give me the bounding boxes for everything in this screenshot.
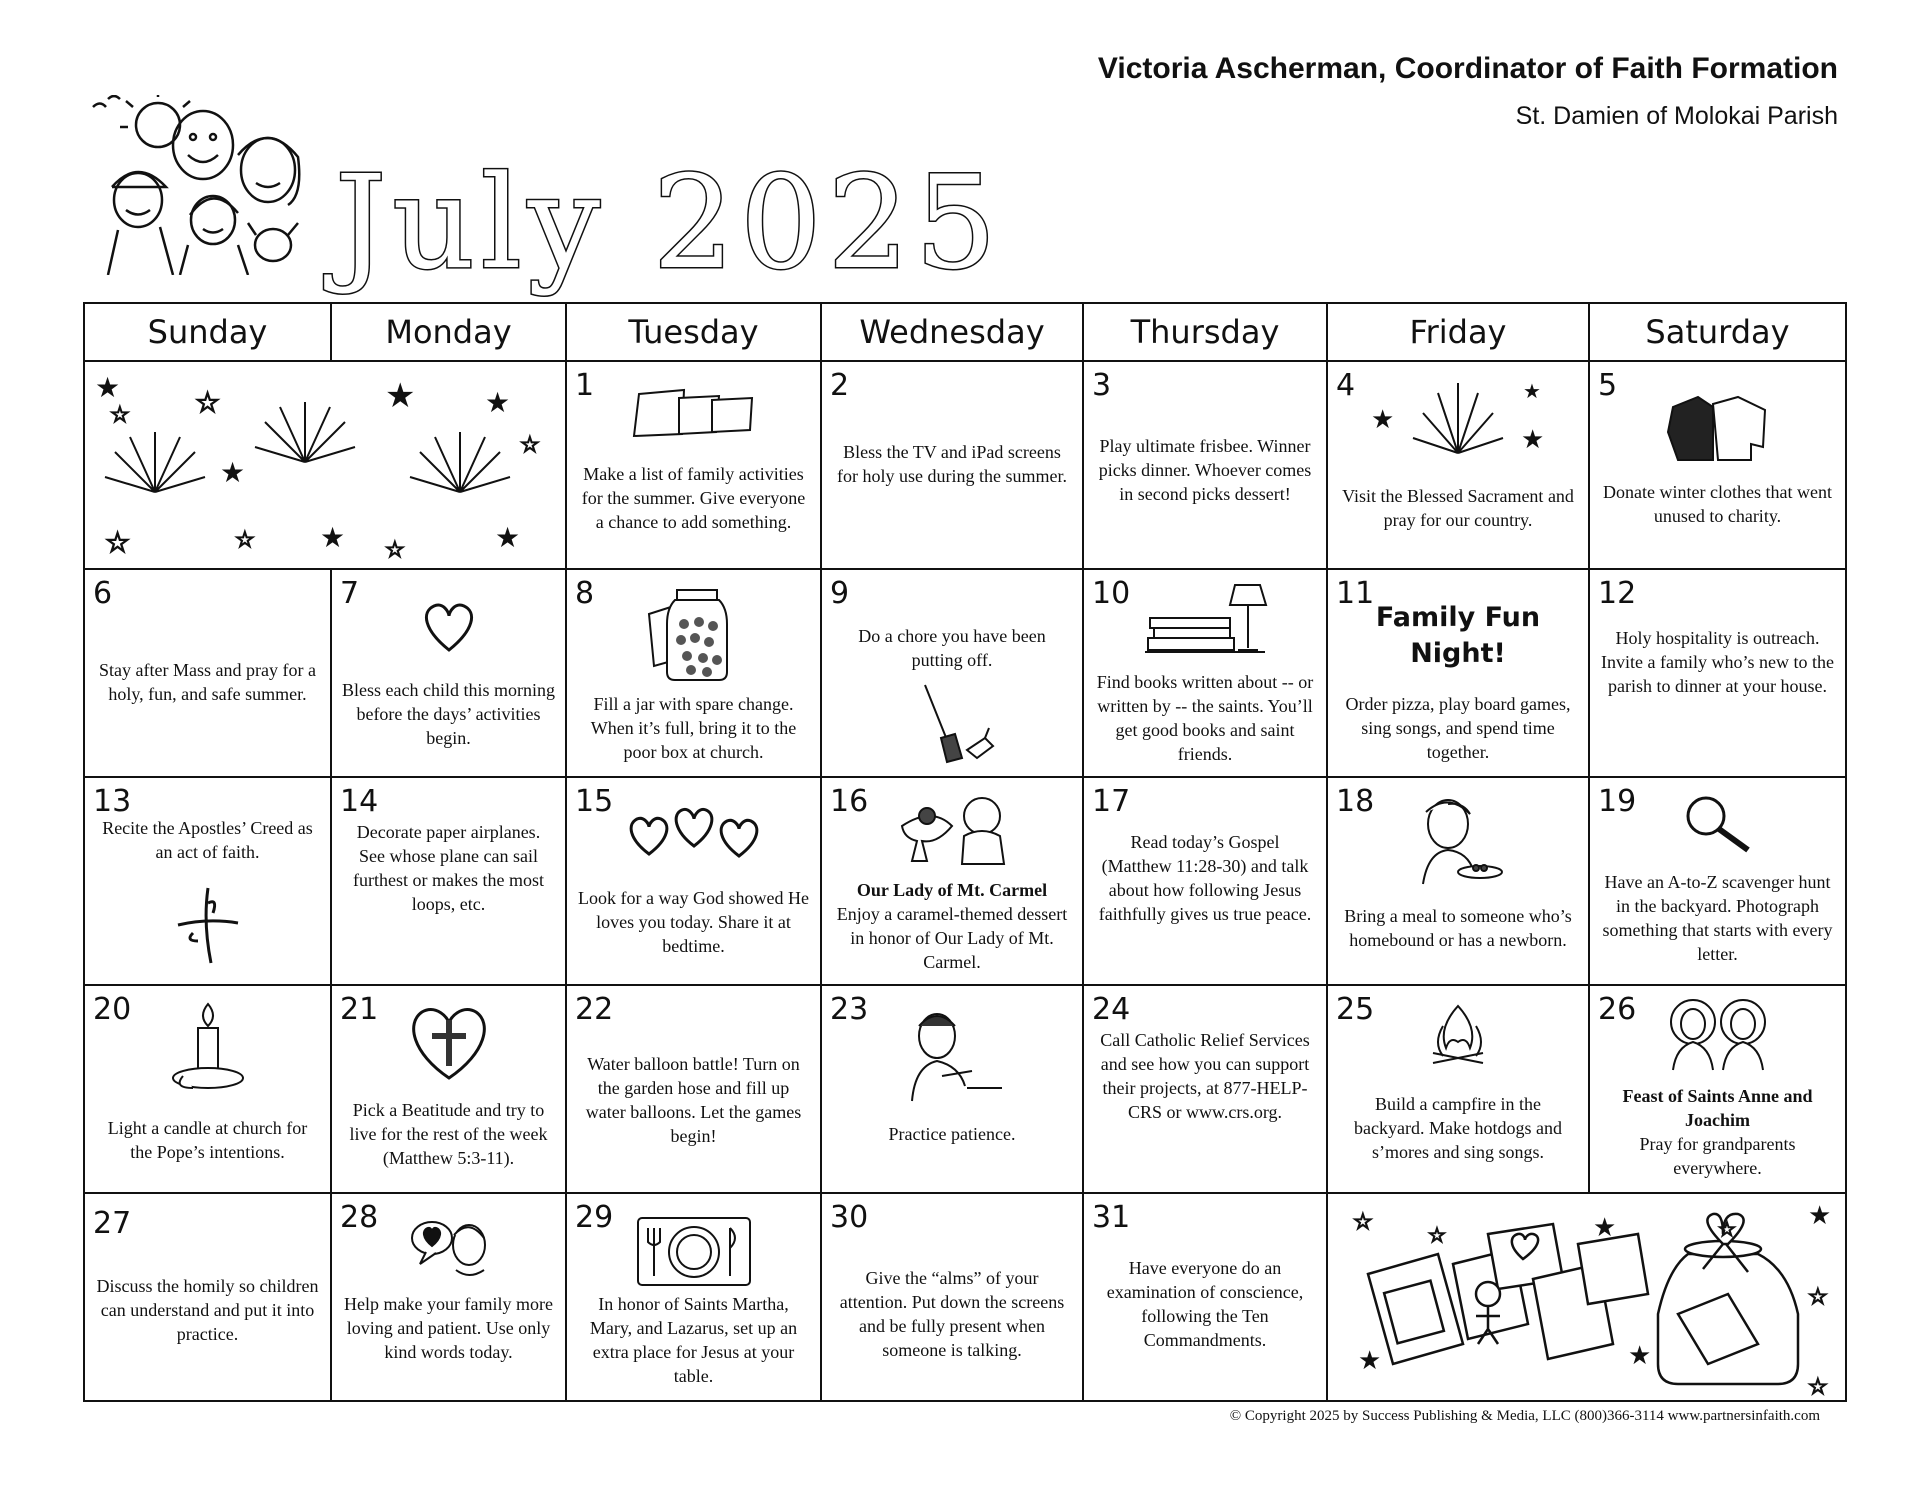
- clothes-icon: [1663, 392, 1773, 462]
- day-number: 22: [575, 992, 614, 1027]
- day-cell: [331, 777, 566, 985]
- day-number: 5: [1598, 368, 1618, 403]
- weekday-tuesday: Tuesday: [566, 303, 821, 361]
- weekday-friday: Friday: [1327, 303, 1589, 361]
- day-cell: [1327, 777, 1589, 985]
- copyright-notice: © Copyright 2025 by Success Publishing & Media, LLC (800)366-3114 www.partnersinfaith.com: [1229, 1408, 1820, 1424]
- day-number: 3: [1092, 368, 1112, 403]
- day-number: 2: [830, 368, 850, 403]
- coin-jar-icon: [639, 584, 749, 684]
- day-text: Enjoy a caramel-themed dessert in honor of Our Lady of Mt. Carmel.: [836, 904, 1068, 972]
- day-cell: [331, 985, 566, 1193]
- svg-text:☆: ☆: [1808, 1375, 1828, 1400]
- day-number: 15: [575, 784, 614, 819]
- day-cell: [566, 569, 821, 777]
- day-cell: [1589, 569, 1846, 777]
- day-text: Practice patience.: [888, 1124, 1016, 1144]
- svg-text:★: ★: [95, 371, 121, 404]
- heart-icon: [419, 600, 479, 655]
- day-text-block: [832, 878, 1072, 974]
- day-cell: [1327, 569, 1589, 777]
- day-text: Decorate paper airplanes. See whose plane can sail furthest or makes the most loops, etc.: [353, 822, 544, 914]
- day-cell: [1083, 985, 1327, 1193]
- fireworks-decoration-cell: [84, 361, 566, 569]
- svg-text:☆: ☆: [235, 528, 255, 553]
- day-cell: [1589, 985, 1846, 1193]
- feast-heading: Feast of Saints Anne and Joachim: [1622, 1086, 1813, 1130]
- svg-text:☆: ☆: [110, 403, 130, 428]
- svg-text:★: ★: [220, 456, 246, 489]
- svg-text:☆: ☆: [1353, 1210, 1373, 1235]
- meal-icon: [1408, 792, 1508, 887]
- day-number: 9: [830, 576, 850, 611]
- svg-text:☆: ☆: [105, 526, 131, 559]
- day-number: 18: [1336, 784, 1375, 819]
- day-number: 23: [830, 992, 869, 1027]
- weekday-header-row: [84, 303, 1846, 361]
- day-number: 19: [1598, 784, 1637, 819]
- day-text: Read today’s Gospel (Matthew 11:28-30) and talk about how following Jesus faithfully gives us true peace.: [1098, 832, 1312, 924]
- day-cell: [821, 361, 1083, 569]
- svg-text:★: ★: [1371, 405, 1395, 435]
- svg-text:☆: ☆: [195, 386, 221, 419]
- svg-text:☆: ☆: [385, 538, 405, 563]
- paper-notes-icon: [624, 384, 764, 444]
- day-text: Discuss the homily so children can understand and put it into practice.: [96, 1276, 319, 1344]
- day-number: 27: [93, 1206, 132, 1241]
- day-cell: [331, 569, 566, 777]
- day-number: 17: [1092, 784, 1131, 819]
- header: [1098, 52, 1838, 131]
- day-number: 6: [93, 576, 113, 611]
- day-text: Bring a meal to someone who’s homebound or has a newborn.: [1344, 906, 1572, 950]
- broom-icon: [907, 680, 997, 765]
- day-number: 30: [830, 1200, 869, 1235]
- svg-text:☆: ☆: [520, 433, 540, 458]
- day-cell: [1589, 777, 1846, 985]
- day-number: 31: [1092, 1200, 1131, 1235]
- fireworks-icon: [1363, 368, 1553, 463]
- day-text: Fill a jar with spare change. When it’s full, bring it to the poor box at church.: [590, 694, 797, 762]
- day-cell: [821, 985, 1083, 1193]
- books-lamp-icon: [1140, 580, 1270, 660]
- svg-text:☆: ☆: [1718, 1217, 1736, 1241]
- day-text: Visit the Blessed Sacrament and pray for our country.: [1342, 486, 1574, 530]
- day-number: 11: [1336, 576, 1375, 611]
- day-cell: [84, 985, 331, 1193]
- svg-text:★: ★: [485, 386, 511, 419]
- coordinator-name: Victoria Ascherman, Coordinator of Faith Formation: [1097, 52, 1838, 85]
- day-text: Do a chore you have been putting off.: [858, 626, 1046, 670]
- day-text: Light a candle at church for the Pope’s intentions.: [107, 1118, 308, 1162]
- svg-text:★: ★: [385, 376, 416, 416]
- day-text: In honor of Saints Martha, Mary, and Lazarus, set up an extra place for Jesus at your table.: [589, 1294, 798, 1386]
- place-setting-icon: [634, 1214, 754, 1289]
- day-cell: [1083, 777, 1327, 985]
- day-text: Help make your family more loving and patient. Use only kind words today.: [344, 1294, 553, 1362]
- day-text: Water balloon battle! Turn on the garden hose and fill up water balloons. Let the games begin!: [585, 1054, 802, 1146]
- day-cell: [566, 1193, 821, 1401]
- day-number: 24: [1092, 992, 1131, 1027]
- day-text: Find books written about -- or written by -- the saints. You’ll get good books and saint friends.: [1096, 672, 1314, 764]
- day-cell: [821, 569, 1083, 777]
- day-text: Have an A-to-Z scavenger hunt in the backyard. Photograph something that starts with every letter.: [1602, 872, 1833, 964]
- weekday-thursday: Thursday: [1083, 303, 1327, 361]
- day-cell: [1327, 361, 1589, 569]
- feast-heading: Our Lady of Mt. Carmel: [856, 880, 1048, 900]
- day-cell: [331, 1193, 566, 1401]
- weekday-sunday: Sunday: [84, 303, 331, 361]
- svg-text:★: ★: [1521, 425, 1545, 455]
- day-cell: [84, 1193, 331, 1401]
- day-number: 26: [1598, 992, 1637, 1027]
- day-text: Stay after Mass and pray for a holy, fun, and safe summer.: [99, 660, 316, 704]
- dessert-icon: [892, 786, 1012, 866]
- day-text: Bless the TV and iPad screens for holy use during the summer.: [837, 442, 1067, 486]
- day-cell: [84, 569, 331, 777]
- day-cell: [1083, 569, 1327, 777]
- weekday-saturday: Saturday: [1589, 303, 1846, 361]
- svg-text:★: ★: [1628, 1341, 1652, 1371]
- day-text: Pick a Beatitude and try to live for the rest of the week (Matthew 5:3-11).: [349, 1100, 548, 1168]
- svg-text:☆: ☆: [1428, 1223, 1446, 1247]
- page-title: July 2025: [335, 149, 1003, 298]
- day-cell: [1589, 361, 1846, 569]
- day-cell: [1083, 1193, 1327, 1401]
- family-illustration: [88, 95, 323, 275]
- hearts-icon: [624, 804, 764, 864]
- svg-text:★: ★: [320, 521, 346, 554]
- day-cell: [821, 1193, 1083, 1401]
- waiting-man-icon: [897, 1006, 1007, 1106]
- fireworks-stars-icon: [85, 362, 565, 568]
- day-cell: [1327, 985, 1589, 1193]
- svg-text:★: ★: [1808, 1201, 1832, 1231]
- day-number: 20: [93, 992, 132, 1027]
- day-text: Bless each child this morning before the days’ activities begin.: [342, 680, 555, 748]
- calendar-grid: [83, 302, 1847, 1402]
- cross-icon: [173, 883, 243, 968]
- day-number: 25: [1336, 992, 1375, 1027]
- day-cell: [566, 985, 821, 1193]
- day-number: 16: [830, 784, 869, 819]
- day-text: Build a campfire in the backyard. Make hotdogs and s’mores and sing songs.: [1354, 1094, 1562, 1162]
- campfire-icon: [1418, 998, 1498, 1078]
- day-text: Call Catholic Relief Services and see how you can support their projects, at 877-HELP-CRS or www.crs.org.: [1100, 1030, 1310, 1122]
- week-row: [84, 361, 1846, 569]
- day-number: 28: [340, 1200, 379, 1235]
- week-row: [84, 985, 1846, 1193]
- day-number: 7: [340, 576, 360, 611]
- day-text: Make a list of family activities for the summer. Give everyone a chance to add something.: [581, 464, 806, 532]
- day-cell: [566, 777, 821, 985]
- day-number: 4: [1336, 368, 1356, 403]
- svg-text:★: ★: [1593, 1213, 1617, 1243]
- day-cell: [1083, 361, 1327, 569]
- day-text: Donate winter clothes that went unused to charity.: [1603, 482, 1832, 526]
- day-text: Order pizza, play board games, sing songs, and spend time together.: [1345, 694, 1571, 762]
- saints-icon: [1658, 992, 1778, 1072]
- svg-text:★: ★: [495, 521, 521, 554]
- day-text: Give the “alms” of your attention. Put down the screens and be fully present when someone is talking.: [839, 1268, 1065, 1360]
- day-text: Holy hospitality is outreach. Invite a family who’s new to the parish to dinner at your house.: [1601, 628, 1834, 696]
- svg-text:★: ★: [1358, 1346, 1382, 1376]
- day-text-block: [1600, 1084, 1835, 1180]
- day-number: 12: [1598, 576, 1637, 611]
- week-row: [84, 1193, 1846, 1401]
- day-number: 29: [575, 1200, 614, 1235]
- family-fun-night-heading: Family Fun Night!: [1375, 602, 1541, 669]
- day-text: Recite the Apostles’ Creed as an act of faith.: [102, 818, 313, 862]
- day-cell: [821, 777, 1083, 985]
- svg-text:☆: ☆: [1808, 1285, 1828, 1310]
- day-number: 8: [575, 576, 595, 611]
- heart-cross-icon: [404, 998, 494, 1083]
- day-text: Pray for grandparents everywhere.: [1639, 1134, 1796, 1178]
- weekday-monday: Monday: [331, 303, 566, 361]
- day-text: Look for a way God showed He loves you today. Share it at bedtime.: [578, 888, 809, 956]
- candle-icon: [163, 996, 253, 1096]
- family-crafts-decoration-cell: [1327, 1193, 1846, 1401]
- day-cell: [84, 777, 331, 985]
- day-cell: [566, 361, 821, 569]
- kind-words-icon: [404, 1210, 494, 1280]
- day-number: 13: [93, 784, 132, 819]
- parish-name: St. Damien of Molokai Parish: [1515, 102, 1838, 130]
- day-number: 21: [340, 992, 379, 1027]
- family-photos-jar-icon: [1328, 1194, 1845, 1400]
- day-text: Play ultimate frisbee. Winner picks dinner. Whoever comes in second picks dessert!: [1098, 436, 1312, 504]
- week-row: [84, 777, 1846, 985]
- magnifier-icon: [1678, 788, 1758, 858]
- day-text: Have everyone do an examination of conscience, following the Ten Commandments.: [1106, 1258, 1304, 1350]
- day-number: 10: [1092, 576, 1131, 611]
- svg-text:★: ★: [1523, 379, 1541, 403]
- day-number: 1: [575, 368, 595, 403]
- day-number: 14: [340, 784, 379, 819]
- weekday-wednesday: Wednesday: [821, 303, 1083, 361]
- week-row: [84, 569, 1846, 777]
